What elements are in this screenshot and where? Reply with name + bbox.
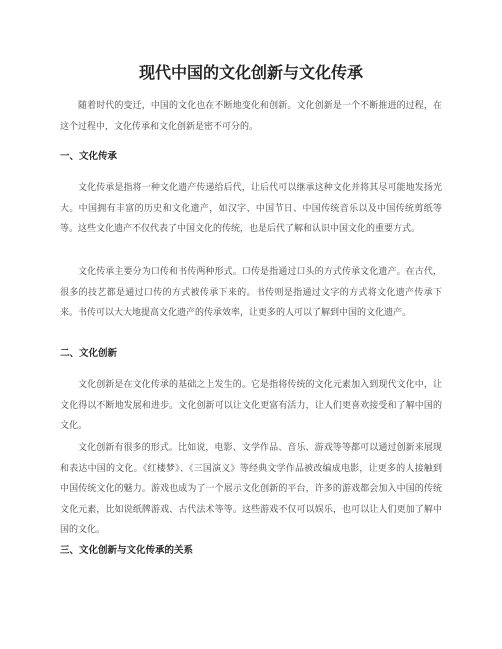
section-1-heading: 一、文化传承 [60, 151, 118, 162]
section-3-heading: 三、文化创新与文化传承的关系 [60, 545, 194, 556]
intro-paragraph: 随着时代的变迁，中国的文化也在不断地变化和创新。文化创新是一个不断推进的过程，在这个过程中，文化传承和文化创新是密不可分的。 [60, 101, 442, 132]
section-2-paragraph-1: 文化创新是在文化传承的基础之上发生的。它是指将传统的文化元素加入到现代文化中，让文化得以不断地发展和进步。文化创新可以让文化更富有活力，让人们更喜欢接受和了解中国的文化。 [60, 380, 442, 431]
section-1-paragraph-2: 文化传承主要分为口传和书传两种形式。口传是指通过口头的方式传承文化遗产。在古代，很多的技艺都是通过口传的方式被传承下来的。书传则是指通过文字的方式将文化遗产传承下来。书传可以大大地提高文化遗产的传承效率，让更多的人可以了解到中国的文化遗产。 [60, 267, 442, 318]
document-title: 现代中国的文化创新与文化传承 [138, 63, 363, 82]
section-1-paragraph-1: 文化传承是指将一种文化遗产传递给后代，让后代可以继承这种文化并将其尽可能地发扬光大。中国拥有丰富的历史和文化遗产，如汉字、中国节日、中国传统音乐以及中国传统剪纸等等。这些文化遗产不仅代表了中国文化的传统，也是后代了解和认识中国文化的重要方式。 [60, 183, 442, 234]
section-2-heading: 二、文化创新 [60, 348, 118, 359]
section-2-paragraph-2: 文化创新有很多的形式。比如说，电影、文学作品、音乐、游戏等等都可以通过创新来展现和表达中国的文化。《红楼梦》、《三国演义》等经典文学作品被改编成电影，让更多的人接触到中国传统文化的魅力。游戏也成为了一个展示文化创新的平台，许多的游戏都会加入中国的传统文化元素，比如说纸牌游戏、古代法术等等。这些游戏不仅可以娱乐，也可以让人们更加了解中国的文化。 [60, 443, 442, 535]
